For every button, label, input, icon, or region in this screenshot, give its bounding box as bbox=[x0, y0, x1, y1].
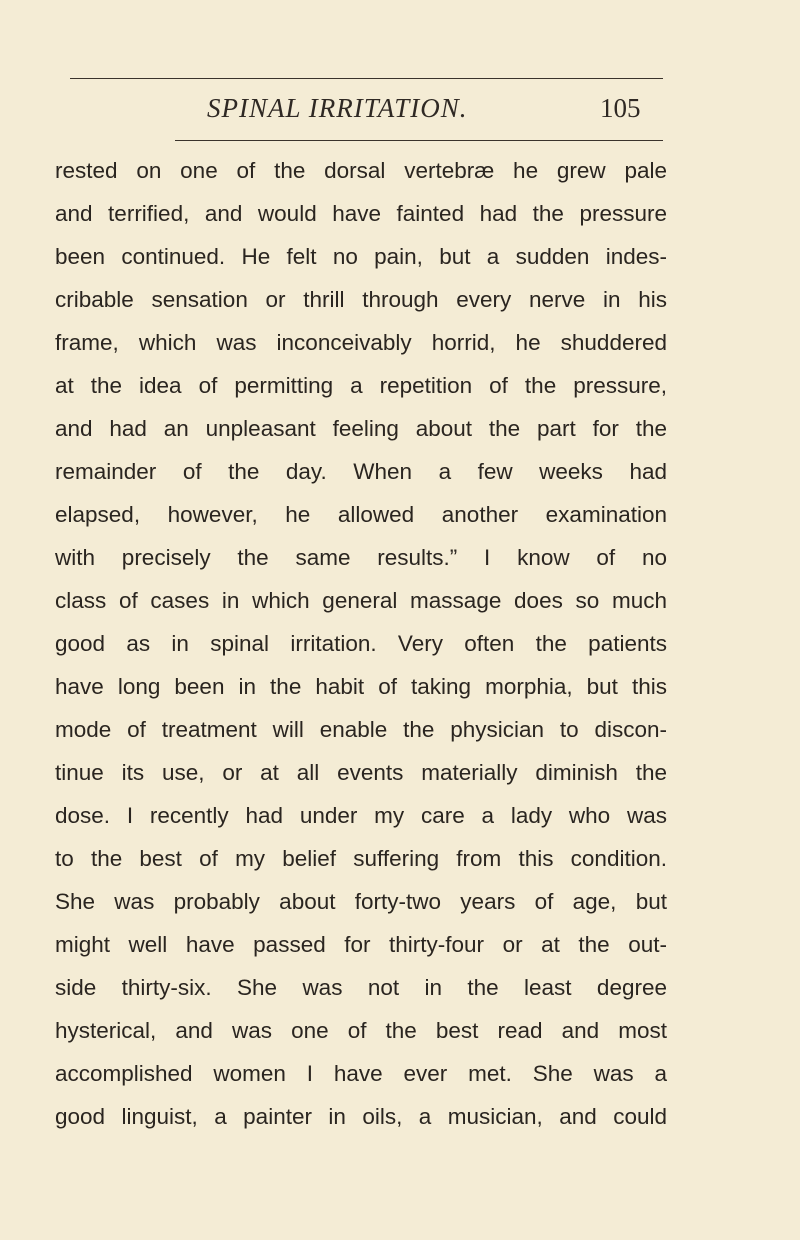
text-line: good linguist, a painter in oils, a musician, and could bbox=[55, 1104, 667, 1129]
running-title: SPINAL IRRITATION. bbox=[207, 93, 468, 123]
text-line: good as in spinal irritation. Very often the patients bbox=[55, 631, 667, 656]
text-line: to the best of my belief suffering from this condition. bbox=[55, 846, 667, 871]
text-line: might well have passed for thirty-four or at the out- bbox=[55, 932, 667, 957]
text-line: with precisely the same results.” I know of no bbox=[55, 545, 667, 570]
text-line: frame, which was inconceivably horrid, he shuddered bbox=[55, 330, 667, 355]
text-line: remainder of the day. When a few weeks had bbox=[55, 459, 667, 484]
text-line: accomplished women I have ever met. She was a bbox=[55, 1061, 667, 1086]
text-line: cribable sensation or thrill through every nerve in his bbox=[55, 287, 667, 312]
text-line: and had an unpleasant feeling about the part for the bbox=[55, 416, 667, 441]
text-line: dose. I recently had under my care a lady who was bbox=[55, 803, 667, 828]
text-line: elapsed, however, he allowed another examination bbox=[55, 502, 667, 527]
text-line: mode of treatment will enable the physician to discon- bbox=[55, 717, 667, 742]
text-line: rested on one of the dorsal vertebræ he grew pale bbox=[55, 158, 667, 183]
text-line: have long been in the habit of taking morphia, but this bbox=[55, 674, 667, 699]
text-line: at the idea of permitting a repetition of the pressure, bbox=[55, 373, 667, 398]
text-line: and terrified, and would have fainted had the pressure bbox=[55, 201, 667, 226]
page-number: 105 bbox=[600, 93, 641, 123]
text-line: side thirty-six. She was not in the least degree bbox=[55, 975, 667, 1000]
text-line: been continued. He felt no pain, but a sudden indes- bbox=[55, 244, 667, 269]
text-line: class of cases in which general massage does so much bbox=[55, 588, 667, 613]
text-line: tinue its use, or at all events materially diminish the bbox=[55, 760, 667, 785]
text-line: hysterical, and was one of the best read and most bbox=[55, 1018, 667, 1043]
text-line: She was probably about forty-two years of age, but bbox=[55, 889, 667, 914]
